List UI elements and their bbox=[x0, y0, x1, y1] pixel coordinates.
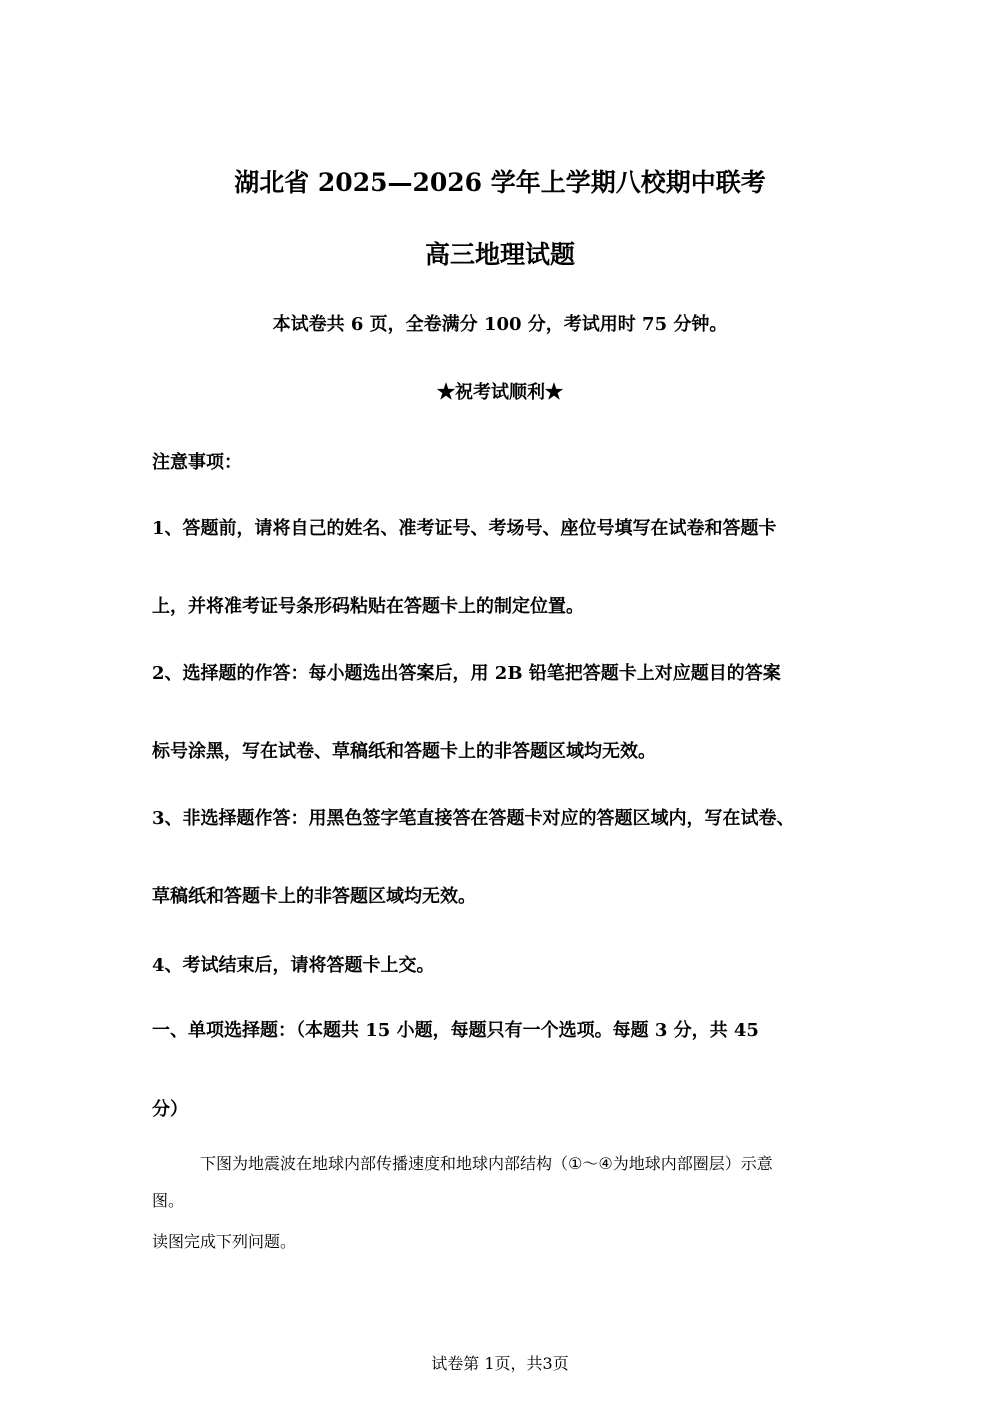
note-line: 1、答题前，请将自己的姓名、准考证号、考场号、座位号填写在试卷和答题卡 bbox=[152, 518, 777, 539]
exam-subtitle: 高三地理试题 bbox=[424, 240, 575, 269]
note-line: 3、非选择题作答：用黑色签字笔直接答在答题卡对应的答题区域内，写在试卷、 bbox=[152, 808, 795, 829]
note-line: 草稿纸和答题卡上的非答题区域均无效。 bbox=[152, 886, 476, 907]
section-heading-continued: 分） bbox=[152, 1099, 188, 1120]
page-footer: 试卷第 1页，共3页 bbox=[431, 1354, 569, 1373]
section-heading: 一、单项选择题：（本题共 15 小题，每题只有一个选项。每题 3 分，共 45 bbox=[152, 1020, 759, 1041]
note-line: 上，并将准考证号条形码粘贴在答题卡上的制定位置。 bbox=[152, 596, 584, 617]
exam-info: 本试卷共 6 页，全卷满分 100 分，考试用时 75 分钟。 bbox=[272, 314, 728, 335]
note-line: 2、选择题的作答：每小题选出答案后，用 2B 铅笔把答题卡上对应题目的答案 bbox=[152, 663, 781, 684]
question-instruction: 读图完成下列问题。 bbox=[152, 1232, 297, 1251]
question-intro-text: 下图为地震波在地球内部传播速度和地球内部结构（①～④为地球内部圈层）示意 bbox=[200, 1154, 773, 1173]
exam-title: 湖北省 2025—2026 学年上学期八校期中联考 bbox=[234, 168, 766, 197]
note-line: 标号涂黑，写在试卷、草稿纸和答题卡上的非答题区域均无效。 bbox=[152, 741, 656, 762]
notes-heading: 注意事项： bbox=[152, 452, 242, 473]
question-intro-text: 图。 bbox=[152, 1191, 185, 1210]
blessing-text: ★祝考试顺利★ bbox=[437, 382, 563, 403]
note-line: 4、考试结束后，请将答题卡上交。 bbox=[152, 955, 435, 976]
